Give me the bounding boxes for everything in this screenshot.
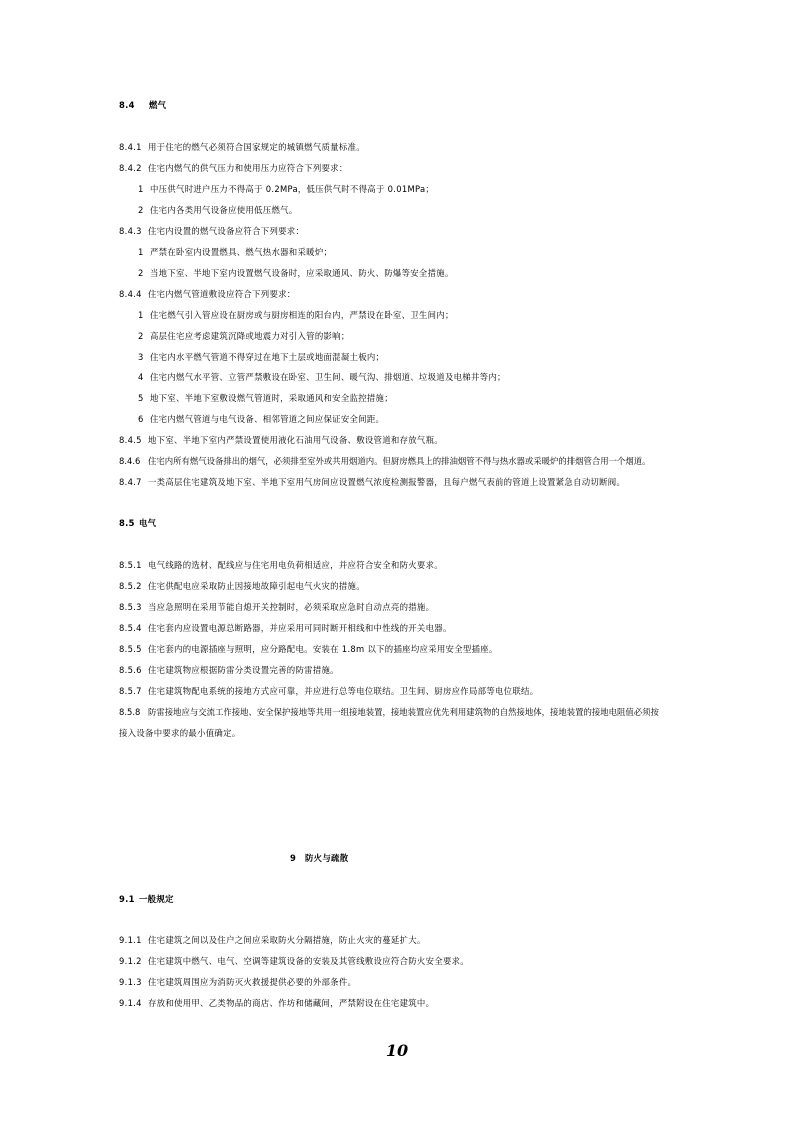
clause-number: 8.4.4 — [119, 289, 142, 299]
clause-text: 住宅内燃气的供气压力和使用压力应符合下列要求： — [148, 163, 348, 173]
sub-item — [138, 309, 454, 321]
clause-text: 当应急照明在采用节能自熄开关控制时，必须采取应急时自动点亮的措施。 — [148, 602, 435, 612]
item-number: 2 — [138, 268, 144, 278]
clause-8-4-4 — [119, 288, 295, 300]
clause-number: 8.5.5 — [119, 644, 142, 654]
clause-text: 住宅套内的电源插座与照明，应分路配电。安装在 1.8m 以下的插座均应采用安全型插座。 — [148, 644, 498, 654]
section-number: 8.4 — [119, 100, 135, 110]
item-text: 中压供气时进户压力不得高于 0.2MPa，低压供气时不得高于 0.01MPa； — [150, 184, 435, 194]
item-number: 2 — [138, 205, 144, 215]
clause-text: 住宅建筑物应根据防雷分类设置完善的防雷措施。 — [148, 665, 339, 675]
clause-8-4-1 — [119, 141, 365, 153]
item-number: 5 — [138, 393, 144, 403]
chapter-title: 防火与疏散 — [305, 853, 349, 863]
sub-item — [138, 392, 393, 404]
clause-8-5-5 — [119, 643, 498, 655]
clause-number: 8.5.3 — [119, 602, 142, 612]
clause-number: 8.4.2 — [119, 163, 142, 173]
sub-item — [138, 371, 506, 383]
clause-text: 地下室、半地下室内严禁设置使用液化石油用气设备、敷设管道和存放气瓶。 — [148, 435, 443, 445]
clause-text: 住宅建筑周围应为消防灭火救援提供必要的外部条件。 — [148, 977, 357, 987]
clause-8-5-2 — [119, 580, 365, 592]
clause-9-1-4 — [119, 997, 434, 1009]
page-number: 10 — [385, 1041, 409, 1060]
clause-number: 9.1.1 — [119, 935, 142, 945]
clause-number: 9.1.4 — [119, 998, 142, 1008]
sub-item — [138, 204, 297, 216]
clause-number: 8.5.2 — [119, 581, 142, 591]
clause-number: 8.4.5 — [119, 435, 142, 445]
sub-item — [138, 330, 350, 342]
item-text: 住宅内燃气水平管、立管严禁敷设在卧室、卫生间、暖气沟、排烟道、垃圾道及电梯井等内； — [150, 372, 506, 382]
sub-item — [138, 351, 384, 363]
clause-text: 住宅内设置的燃气设备应符合下列要求： — [148, 226, 305, 236]
clause-number: 8.4.3 — [119, 226, 142, 236]
clause-text: 住宅套内应设置电源总断路器，并应采用可同时断开相线和中性线的开关电器。 — [148, 623, 452, 633]
item-text: 高层住宅应考虑建筑沉降或地震力对引入管的影响； — [150, 331, 350, 341]
clause-8-4-3 — [119, 225, 304, 237]
item-number: 6 — [138, 414, 144, 424]
chapter-heading-9 — [290, 852, 348, 864]
clause-text: 电气线路的选材、配线应与住宅用电负荷相适应，并应符合安全和防火要求。 — [148, 560, 443, 570]
sub-item — [138, 183, 434, 195]
item-text: 住宅内各类用气设备应使用低压燃气。 — [150, 205, 298, 215]
clause-number: 8.4.7 — [119, 477, 142, 487]
clause-text: 住宅内燃气管道敷设应符合下列要求： — [148, 289, 296, 299]
sub-item — [138, 246, 332, 258]
clause-number: 8.5.7 — [119, 686, 142, 696]
item-number: 2 — [138, 331, 144, 341]
clause-text: 接入设备中要求的最小值确定。 — [119, 728, 241, 738]
clause-text: 用于住宅的燃气必须符合国家规定的城镇燃气质量标准。 — [148, 142, 365, 152]
item-number: 1 — [138, 247, 144, 257]
sub-item — [138, 267, 454, 279]
section-title: 一般规定 — [139, 894, 174, 904]
section-title: 燃气 — [149, 100, 167, 110]
clause-number: 8.5.6 — [119, 665, 142, 675]
clause-text: 存放和使用甲、乙类物品的商店、作坊和储藏间，严禁附设在住宅建筑中。 — [148, 998, 435, 1008]
clause-8-5-4 — [119, 622, 452, 634]
clause-8-4-7 — [119, 476, 625, 488]
clause-8-5-8 — [119, 706, 659, 718]
clause-text: 住宅供配电应采取防止因接地故障引起电气火灾的措施。 — [148, 581, 365, 591]
clause-number: 9.1.2 — [119, 956, 142, 966]
clause-8-4-2 — [119, 162, 348, 174]
chapter-number: 9 — [290, 853, 297, 863]
item-text: 地下室、半地下室敷设燃气管道时，采取通风和安全监控措施； — [150, 393, 393, 403]
item-text: 住宅燃气引入管应设在厨房或与厨房相连的阳台内，严禁设在卧室、卫生间内； — [150, 310, 454, 320]
clause-text: 住宅建筑物配电系统的接地方式应可靠，并应进行总等电位联结。卫生间、厨房应作局部等电位联结。 — [148, 686, 539, 696]
clause-9-1-3 — [119, 976, 356, 988]
clause-number: 9.1.3 — [119, 977, 142, 987]
clause-8-5-6 — [119, 664, 339, 676]
section-heading-8-5 — [119, 517, 156, 529]
section-heading-9-1 — [119, 893, 174, 905]
clause-8-4-6 — [119, 455, 651, 467]
clause-continuation — [119, 727, 240, 739]
item-number: 1 — [138, 184, 144, 194]
clause-8-5-1 — [119, 559, 443, 571]
clause-text: 住宅建筑之间以及住户之间应采取防火分隔措施，防止火灾的蔓延扩大。 — [148, 935, 426, 945]
clause-text: 住宅建筑中燃气、电气、空调等建筑设备的安装及其管线敷设应符合防火安全要求。 — [148, 956, 469, 966]
section-heading-8-4 — [119, 99, 166, 111]
clause-number: 8.4.6 — [119, 456, 141, 466]
item-number: 4 — [138, 372, 144, 382]
clause-9-1-1 — [119, 934, 426, 946]
item-number: 3 — [138, 352, 144, 362]
item-text: 当地下室、半地下室内设置燃气设备时，应采取通风、防火、防爆等安全措施。 — [150, 268, 454, 278]
section-number: 8.5 — [119, 518, 135, 528]
sub-item — [138, 413, 384, 425]
clause-8-5-3 — [119, 601, 434, 613]
section-number: 9.1 — [119, 894, 135, 904]
clause-number: 8.5.4 — [119, 623, 142, 633]
clause-9-1-2 — [119, 955, 469, 967]
section-title: 电气 — [139, 518, 157, 528]
clause-text: 一类高层住宅建筑及地下室、半地下室用气房间应设置燃气浓度检测报警器，且每户燃气表前的管道上设置紧急自动切断阀。 — [148, 477, 626, 487]
item-number: 1 — [138, 310, 144, 320]
item-text: 住宅内燃气管道与电气设备、相邻管道之间应保证安全间距。 — [150, 414, 385, 424]
clause-8-5-7 — [119, 685, 538, 697]
clause-text: 住宅内所有燃气设备排出的烟气，必须排至室外或共用烟道内。但厨房燃具上的排油烟管不得与热水器或采暖炉的排烟管合用一个烟道。 — [148, 456, 651, 466]
clause-text: 防雷接地应与交流工作接地、安全保护接地等共用一组接地装置，接地装置应优先利用建筑物的自然接地体，接地装置的接地电阻值必须按 — [148, 707, 659, 717]
item-text: 住宅内水平燃气管道不得穿过在地下土层或地面混凝土板内； — [150, 352, 385, 362]
clause-number: 8.5.8 — [119, 707, 141, 717]
clause-number: 8.4.1 — [119, 142, 142, 152]
clause-number: 8.5.1 — [119, 560, 142, 570]
item-text: 严禁在卧室内设置燃具、燃气热水器和采暖炉； — [150, 247, 333, 257]
clause-8-4-5 — [119, 434, 443, 446]
